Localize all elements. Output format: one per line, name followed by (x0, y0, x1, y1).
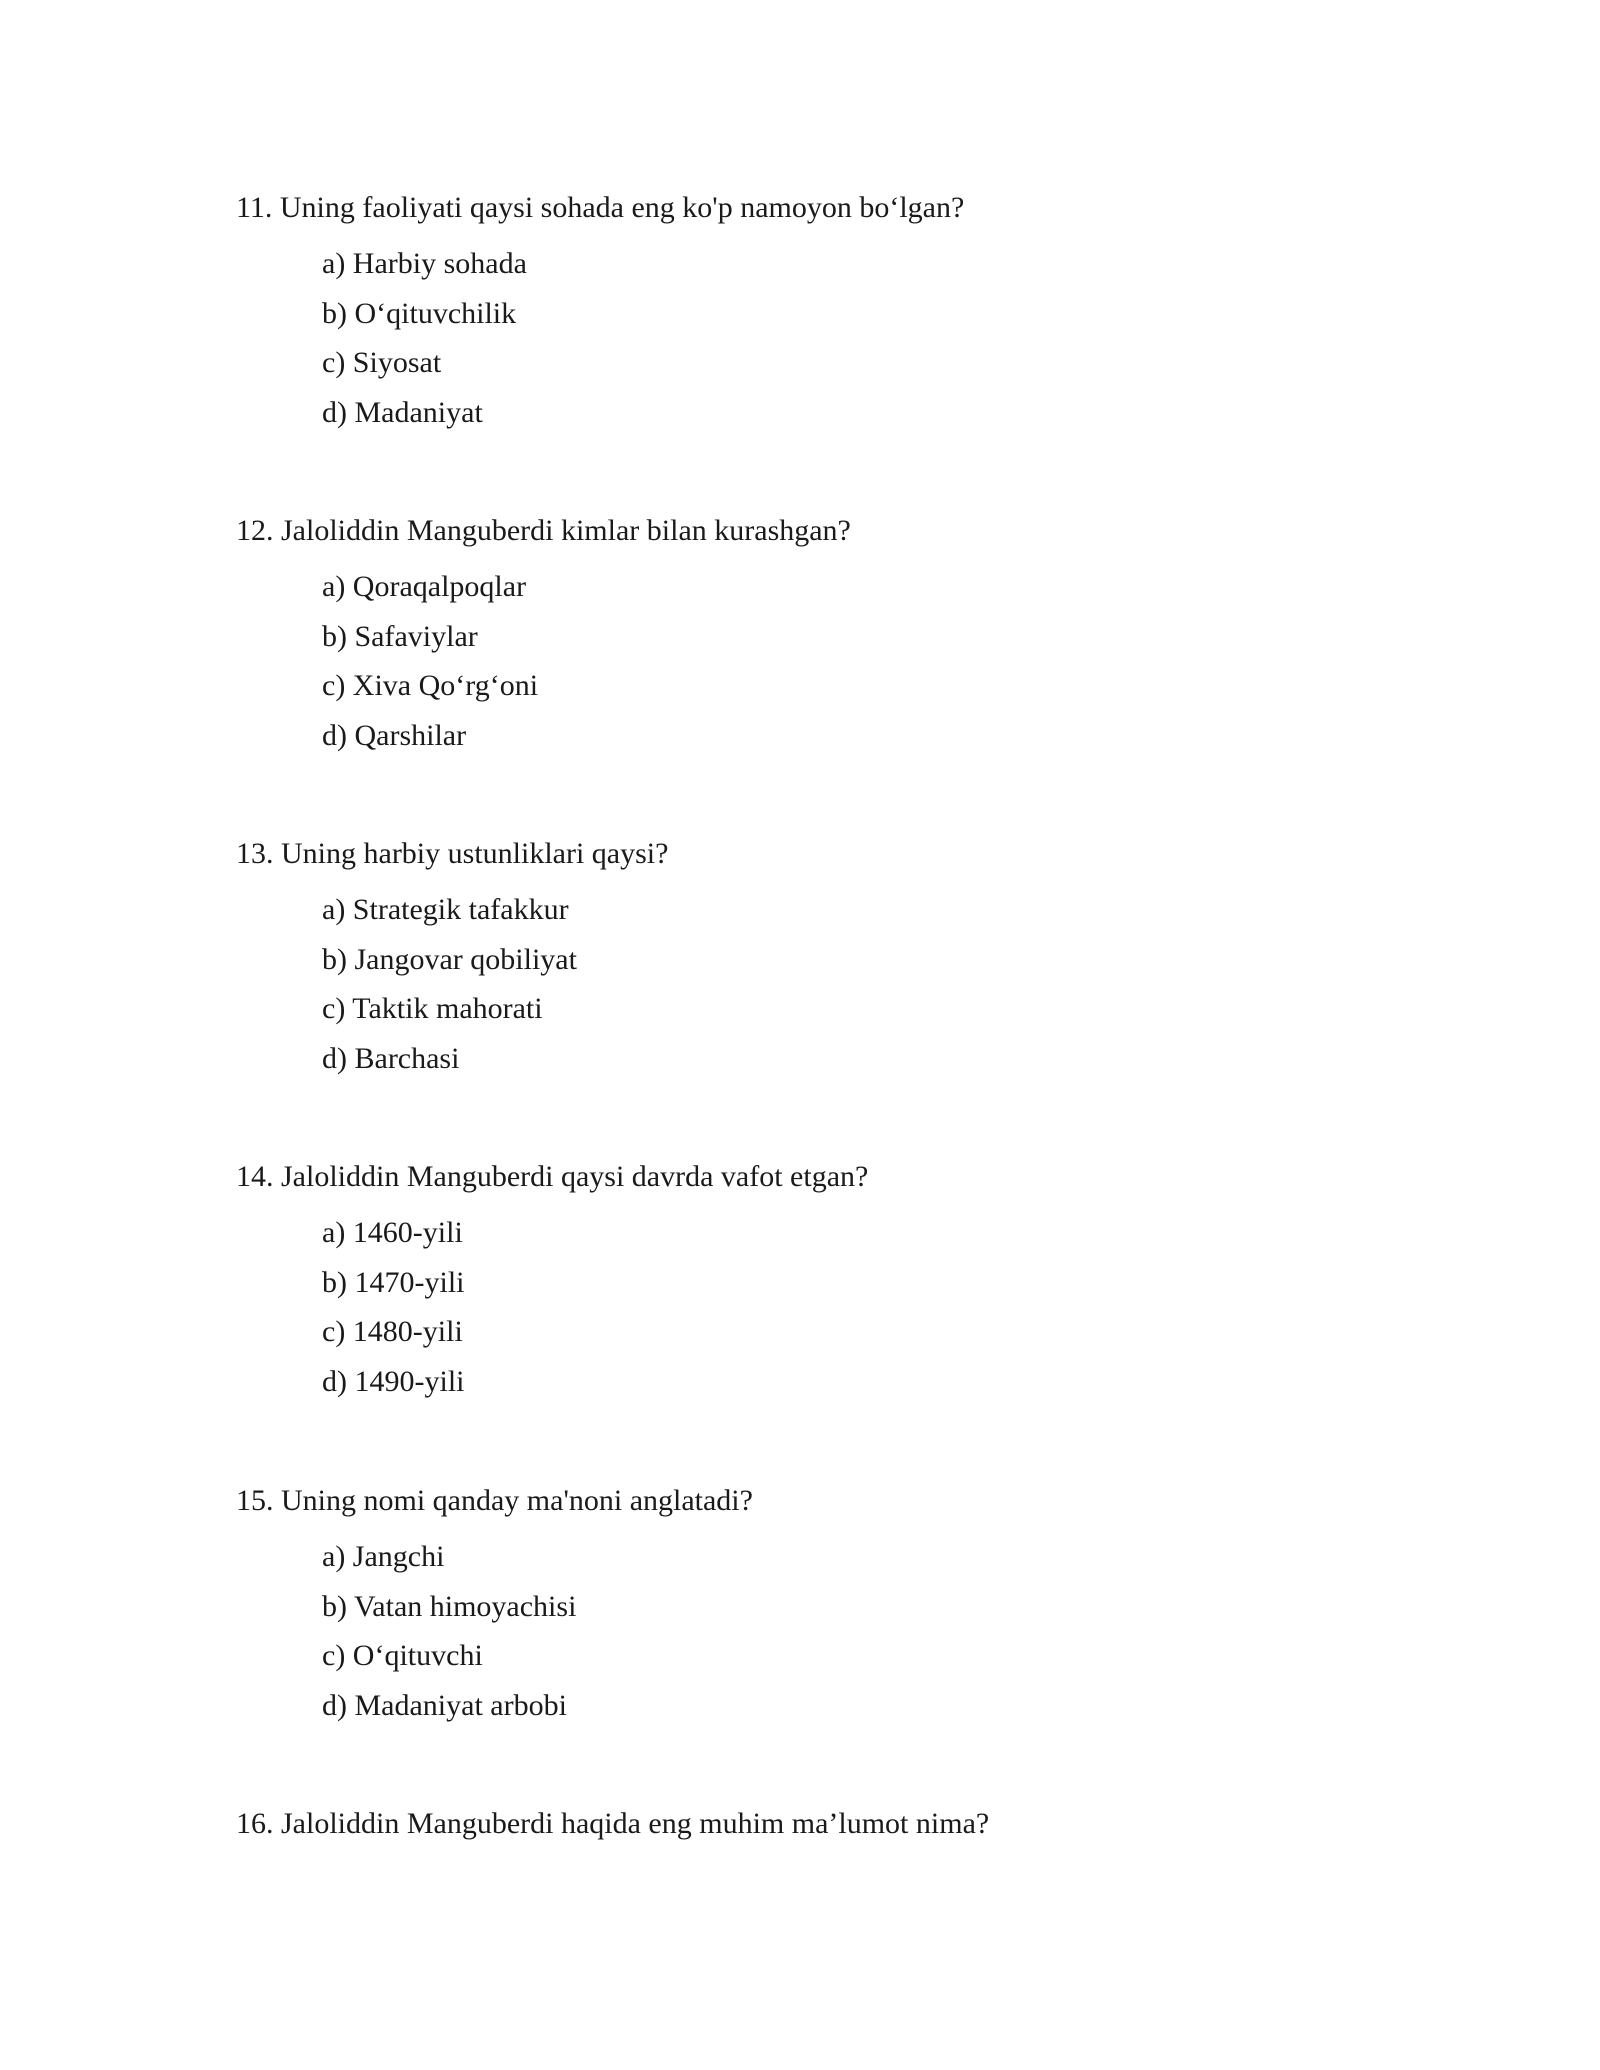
question-text: 15. Uning nomi qanday ma'noni anglatadi? (236, 1484, 753, 1517)
option-a: a) Jangchi (322, 1540, 445, 1573)
answer-options (322, 1213, 1436, 1411)
option-a: a) 1460-yili (322, 1216, 463, 1249)
answer-options (322, 1537, 1436, 1735)
option-a: a) Strategik tafakkur (322, 893, 569, 926)
option-b: b) Vatan himoyachisi (322, 1589, 577, 1623)
answer-options (322, 244, 1436, 442)
option-a: a) Harbiy sohada (322, 247, 527, 280)
option-b: b) 1470-yili (322, 1265, 465, 1299)
question-text: 14. Jaloliddin Manguberdi qaysi davrda vafot etgan? (236, 1160, 869, 1193)
question-14 (236, 1157, 1436, 1411)
option-d: d) 1490-yili (322, 1364, 465, 1398)
question-text: 16. Jaloliddin Manguberdi haqida eng muhim ma’lumot nima? (236, 1807, 990, 1840)
question-15 (236, 1481, 1436, 1735)
option-c: c) Xiva Qo‘rg‘oni (322, 669, 539, 702)
option-c: c) 1480-yili (322, 1315, 463, 1348)
question-16 (236, 1804, 1436, 1844)
option-d: d) Madaniyat (322, 395, 483, 429)
option-d: d) Barchasi (322, 1041, 460, 1075)
option-c: c) Taktik mahorati (322, 992, 543, 1025)
answer-options (322, 567, 1436, 765)
question-11 (236, 188, 1436, 442)
question-13 (236, 834, 1436, 1088)
option-c: c) Siyosat (322, 346, 442, 379)
option-a: a) Qoraqalpoqlar (322, 570, 527, 603)
question-text: 11. Uning faoliyati qaysi sohada eng ko'p namoyon bo‘lgan? (236, 191, 965, 224)
option-d: d) Qarshilar (322, 718, 467, 752)
question-12 (236, 511, 1436, 765)
option-d: d) Madaniyat arbobi (322, 1688, 567, 1722)
question-text: 12. Jaloliddin Manguberdi kimlar bilan kurashgan? (236, 514, 851, 547)
option-b: b) Jangovar qobiliyat (322, 942, 577, 976)
answer-options (322, 890, 1436, 1088)
option-b: b) O‘qituvchilik (322, 296, 517, 330)
option-b: b) Safaviylar (322, 619, 478, 653)
question-text: 13. Uning harbiy ustunliklari qaysi? (236, 837, 669, 870)
option-c: c) O‘qituvchi (322, 1639, 483, 1672)
